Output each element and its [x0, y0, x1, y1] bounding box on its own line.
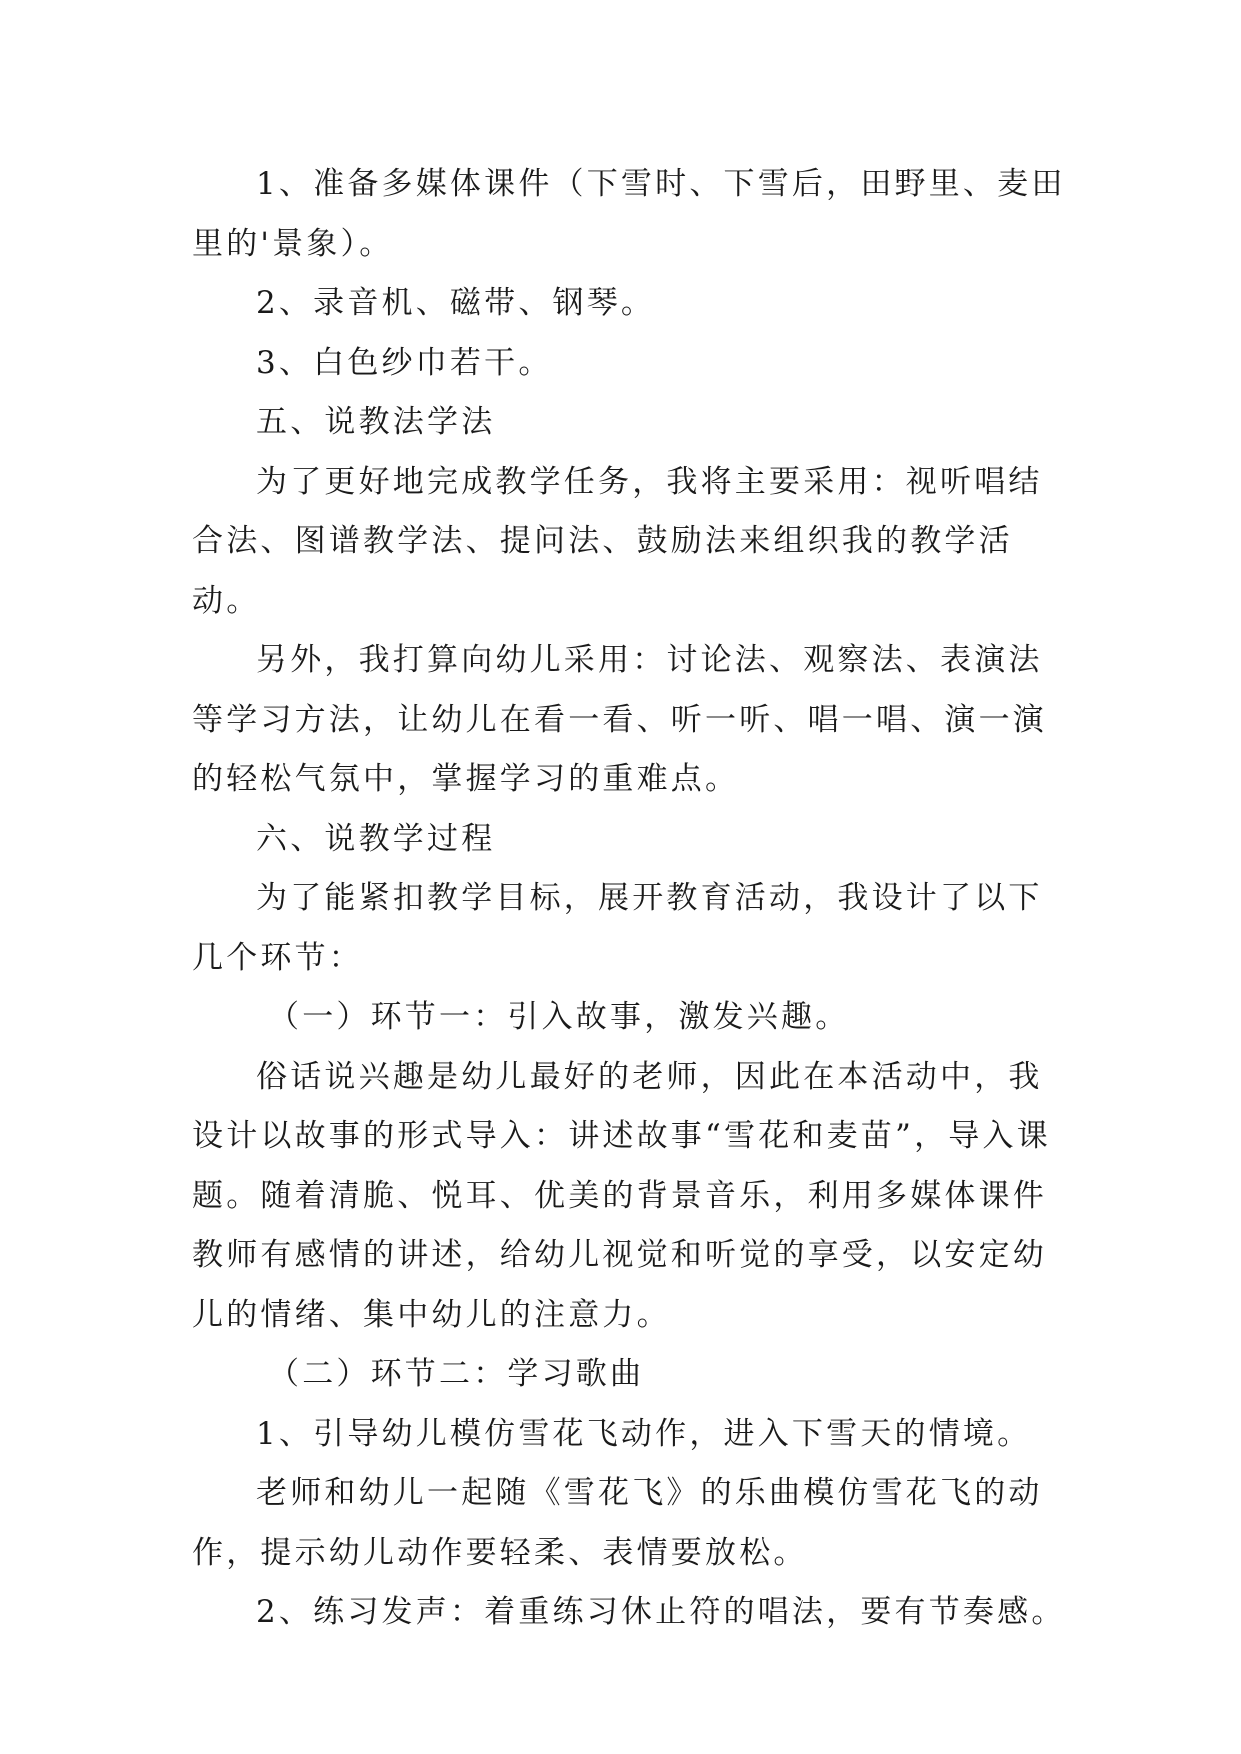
paragraph-materials-1: 1、准备多媒体课件（下雪时、下雪后，田野里、麦田里的'景象）。 — [192, 166, 1066, 262]
section-heading-teaching-process: 六、说教学过程 — [256, 820, 496, 857]
paragraph-step-two-detail: 老师和幼儿一起随《雪花飞》的乐曲模仿雪花飞的动作，提示幼儿动作要轻柔、表情要放松。 — [192, 1475, 1043, 1571]
paragraph-step-two-1: 1、引导幼儿模仿雪花飞动作，进入下雪天的情境。 — [256, 1415, 1032, 1452]
paragraph-teaching-methods: 为了更好地完成教学任务，我将主要采用：视听唱结合法、图谱教学法、提问法、鼓励法来组织我的教学活动。 — [192, 463, 1043, 619]
paragraph-learning-methods: 另外，我打算向幼儿采用：讨论法、观察法、表演法等学习方法，让幼儿在看一看、听一听、唱一唱、演一演的轻松气氛中，掌握学习的重难点。 — [192, 642, 1047, 797]
section-heading-teaching-methods: 五、说教法学法 — [256, 404, 496, 440]
subheading-step-two: （二）环节二：学习歌曲 — [268, 1356, 645, 1392]
subheading-step-one: （一）环节一：引入故事，激发兴趣。 — [268, 999, 850, 1035]
paragraph-step-two-2: 2、练习发声：着重练习休止符的唱法，要有节奏感。 — [256, 1594, 1066, 1630]
paragraph-materials-3: 3、白色纱巾若干。 — [256, 344, 553, 381]
paragraph-step-one: 俗话说兴趣是幼儿最好的老师，因此在本活动中，我设计以故事的形式导入：讲述故事“雪花和麦苗”，导入课题。随着清脆、悦耳、优美的背景音乐，利用多媒体课件教师有感情的讲述，给幼儿视觉和听觉的享受，以安定幼儿的情绪、集中幼儿的注意力。 — [192, 1058, 1051, 1333]
document-body — [192, 155, 1072, 1643]
paragraph-materials-2: 2、录音机、磁带、钢琴。 — [256, 285, 656, 321]
paragraph-process-intro: 为了能紧扣教学目标，展开教育活动，我设计了以下几个环节： — [192, 880, 1043, 976]
